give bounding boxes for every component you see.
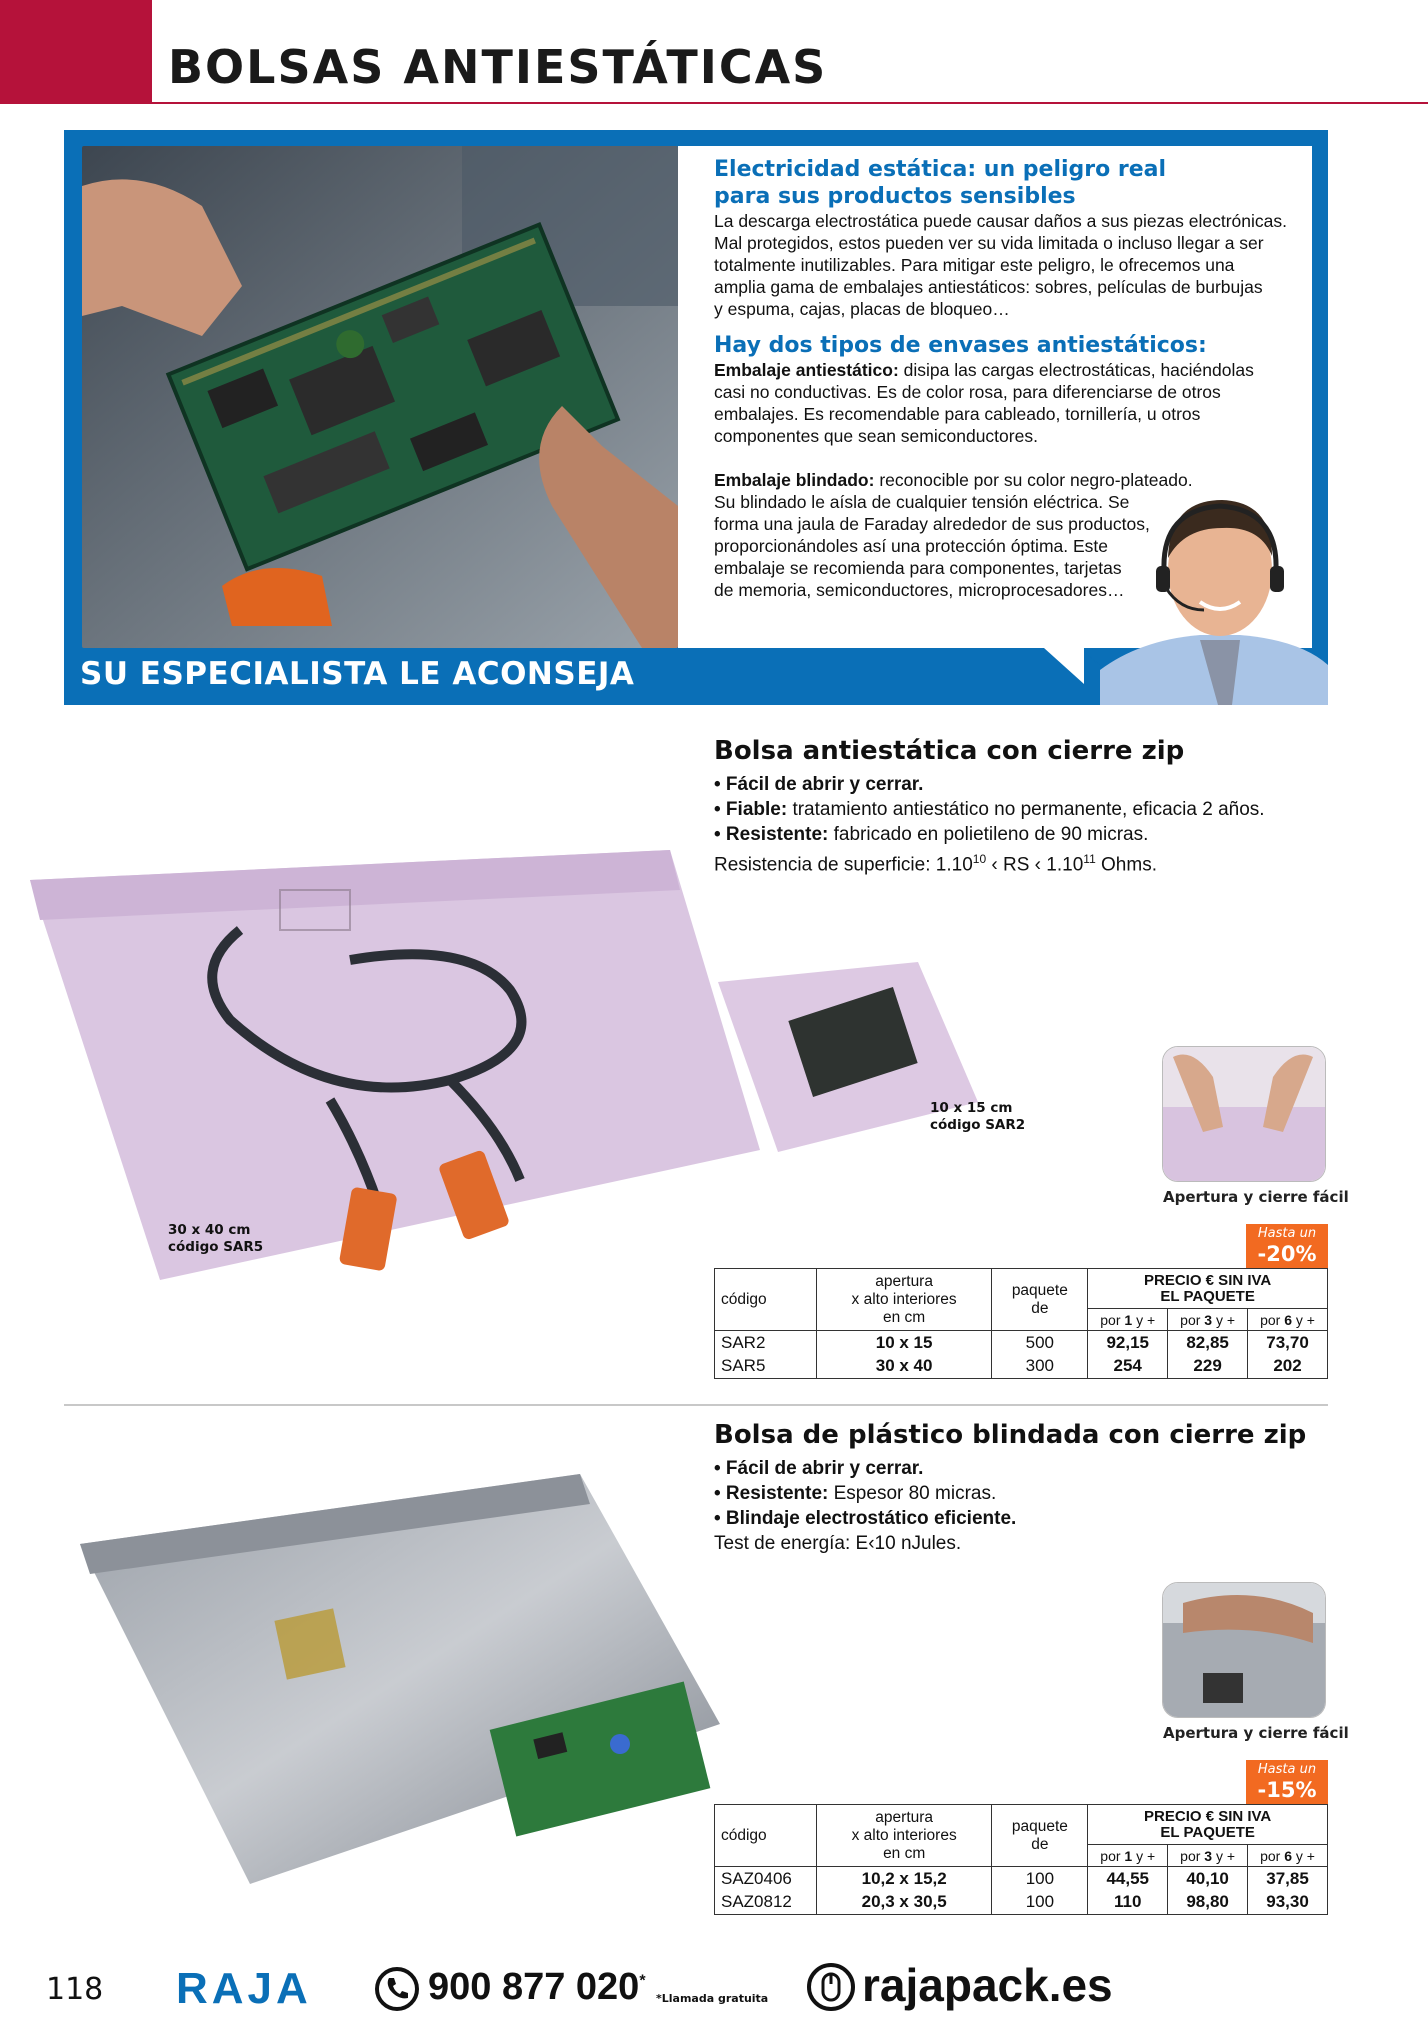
qty-tier-6 <box>1248 1309 1328 1331</box>
text: por <box>1100 1847 1125 1864</box>
qty-tier-1 <box>1088 1309 1168 1331</box>
phone-icon <box>374 1966 420 2012</box>
feature-label: • Fácil de abrir y cerrar. <box>714 774 924 795</box>
col-header-pack <box>992 1805 1088 1867</box>
row-code: SAZ0812 <box>715 1891 817 1915</box>
text: y + <box>1212 1311 1236 1328</box>
text-line: componentes que sean semiconductores. <box>714 426 1038 446</box>
header-line: EL PAQUETE <box>1160 1823 1255 1841</box>
feature-text: tratamiento antiestático no permanente, eficacia 2 años. <box>787 799 1265 820</box>
caption-line: 10 x 15 cm <box>930 1100 1013 1116</box>
product2-features <box>714 1456 1016 1556</box>
row-price-3: 82,85 <box>1168 1331 1248 1355</box>
header-line: apertura <box>875 1272 933 1290</box>
discount-value: -20% <box>1257 1242 1317 1266</box>
text: por <box>1260 1311 1285 1328</box>
specialist-banner-text: SU ESPECIALISTA LE ACONSEJA <box>80 656 635 692</box>
text-line: proporcionándoles así una protección óptima. Este <box>714 536 1108 556</box>
table-row <box>715 1891 1328 1915</box>
heading-line: para sus productos sensibles <box>714 184 1076 209</box>
text-line: forma una jaula de Faraday alrededor de sus productos, <box>714 514 1150 534</box>
row-price-3: 229 <box>1168 1355 1248 1379</box>
row-price-1: 92,15 <box>1088 1331 1168 1355</box>
qty-tier-6 <box>1248 1845 1328 1867</box>
header-line: de <box>1031 1835 1049 1853</box>
feature-text: Espesor 80 micras. <box>828 1483 997 1504</box>
specialist-heading-2: Hay dos tipos de envases antiestáticos: <box>714 333 1207 358</box>
qty: 6 <box>1284 1311 1292 1328</box>
text-line: Mal protegidos, estos pueden ver su vida limitada o incluso llegar a ser <box>714 233 1264 253</box>
section-divider <box>64 1404 1328 1406</box>
phone-number[interactable] <box>428 1966 646 2009</box>
text: y + <box>1292 1311 1315 1328</box>
phone-digits[interactable]: 900 877 020 <box>428 1966 640 2008</box>
col-header-opening <box>816 1805 992 1867</box>
shielded-label: Embalaje blindado: <box>714 470 875 490</box>
energy-test: Test de energía: E‹10 nJules. <box>714 1533 962 1554</box>
easy-open-thumb-silver <box>1162 1582 1326 1718</box>
text: y + <box>1292 1847 1315 1864</box>
row-pack: 100 <box>992 1867 1088 1891</box>
caption-line: código SAR5 <box>168 1239 264 1255</box>
row-code: SAR2 <box>715 1331 817 1355</box>
qty-tier-1 <box>1088 1845 1168 1867</box>
qty-tier-3 <box>1168 1845 1248 1867</box>
easy-open-thumb-pink <box>1162 1046 1326 1182</box>
row-size: 10,2 x 15,2 <box>816 1867 992 1891</box>
col-header-pack <box>992 1269 1088 1331</box>
website-link[interactable]: rajapack.es <box>862 1959 1113 2011</box>
row-size: 30 x 40 <box>816 1355 992 1379</box>
text: Resistencia de superficie: 1.10 <box>714 854 973 876</box>
specialist-portrait <box>1100 470 1328 705</box>
row-pack: 100 <box>992 1891 1088 1915</box>
text: por <box>1100 1311 1125 1328</box>
text-line: disipa las cargas electrostáticas, haciéndolas <box>898 360 1254 380</box>
antistatic-description <box>714 359 1312 447</box>
text: ‹ RS ‹ 1.10 <box>986 854 1084 876</box>
table-row <box>715 1867 1328 1891</box>
discount-badge <box>1246 1224 1328 1268</box>
text-line: La descarga electrostática puede causar daños a sus piezas electrónicas. <box>714 211 1287 231</box>
text-line: Su blindado le aísla de cualquier tensión eléctrica. Se <box>714 492 1130 512</box>
feature-label: • Blindaje electrostático eficiente. <box>714 1508 1017 1529</box>
product2-title: Bolsa de plástico blindada con cierre zip <box>714 1420 1307 1450</box>
caption-line: 30 x 40 cm <box>168 1222 251 1238</box>
header-line: x alto interiores <box>851 1826 957 1844</box>
discount-label: Hasta un <box>1257 1226 1317 1241</box>
text: y + <box>1212 1847 1236 1864</box>
qty-tier-3 <box>1168 1309 1248 1331</box>
heading-line: Electricidad estática: un peligro real <box>714 157 1167 182</box>
feature-label: • Fácil de abrir y cerrar. <box>714 1458 924 1479</box>
row-pack: 300 <box>992 1355 1088 1379</box>
header-line: paquete <box>1011 1817 1068 1835</box>
exponent: 11 <box>1083 852 1096 866</box>
table-row <box>715 1331 1328 1355</box>
table-row <box>715 1355 1328 1379</box>
phone-asterisk: * <box>639 1972 646 1990</box>
row-price-3: 98,80 <box>1168 1891 1248 1915</box>
discount-value: -15% <box>1257 1778 1317 1802</box>
row-price-1: 44,55 <box>1088 1867 1168 1891</box>
text-line: embalajes. Es recomendable para cableado, tornillería, u otros <box>714 404 1201 424</box>
row-pack: 500 <box>992 1331 1088 1355</box>
shielded-bag-image <box>80 1474 720 1884</box>
thumb-caption: Apertura y cierre fácil <box>1163 1724 1349 1742</box>
page-title: BOLSAS ANTIESTÁTICAS <box>168 40 828 94</box>
header-line: paquete <box>1011 1281 1068 1299</box>
caption-line: código SAR2 <box>930 1117 1026 1133</box>
text: y + <box>1132 1847 1156 1864</box>
qty: 3 <box>1204 1847 1213 1864</box>
row-price-1: 254 <box>1088 1355 1168 1379</box>
header-line: PRECIO € SIN IVA <box>1144 1807 1272 1825</box>
header-line: de <box>1031 1299 1049 1317</box>
text: Ohms. <box>1095 854 1157 876</box>
text: y + <box>1132 1311 1156 1328</box>
row-price-6: 73,70 <box>1248 1331 1328 1355</box>
small-bag-caption <box>930 1100 1025 1134</box>
row-price-1: 110 <box>1088 1891 1168 1915</box>
text: por <box>1180 1311 1205 1328</box>
text-line: casi no conductivas. Es de color rosa, para diferenciarse de otros <box>714 382 1221 402</box>
specialist-intro <box>714 210 1312 320</box>
row-code: SAZ0406 <box>715 1867 817 1891</box>
col-header-price <box>1088 1269 1328 1309</box>
phone-note: *Llamada gratuita <box>656 1992 769 2005</box>
header-line: en cm <box>883 1844 926 1862</box>
exponent: 10 <box>972 852 987 866</box>
row-price-6: 202 <box>1248 1355 1328 1379</box>
row-size: 20,3 x 30,5 <box>816 1891 992 1915</box>
header-line: en cm <box>882 1308 926 1326</box>
circuit-board-photo <box>82 146 678 648</box>
header-line: EL PAQUETE <box>1160 1287 1255 1305</box>
col-header-code: código <box>715 1269 817 1331</box>
qty: 3 <box>1204 1311 1213 1328</box>
qty: 1 <box>1124 1311 1133 1328</box>
text-line: reconocible por su color negro-plateado. <box>874 470 1193 490</box>
thumb-caption: Apertura y cierre fácil <box>1163 1188 1349 1206</box>
text-line: totalmente inutilizables. Para mitigar este peligro, le ofrecemos una <box>714 255 1235 275</box>
product1-title: Bolsa antiestática con cierre zip <box>714 736 1185 766</box>
large-bag-caption <box>168 1222 263 1256</box>
text: por <box>1260 1847 1285 1864</box>
header-color-tab <box>0 0 152 104</box>
surface-resistance <box>714 847 1265 877</box>
feature-label: • Resistente: <box>714 1483 829 1504</box>
qty: 1 <box>1124 1847 1133 1864</box>
discount-badge <box>1246 1760 1328 1804</box>
text-line: de memoria, semiconductores, microprocesadores… <box>714 580 1125 600</box>
feature-text: fabricado en polietileno de 90 micras. <box>828 824 1149 845</box>
row-size: 10 x 15 <box>816 1331 992 1355</box>
raja-logo: RAJA <box>176 1964 312 2013</box>
header-line: x alto interiores <box>851 1290 957 1308</box>
col-header-code: código <box>715 1805 817 1867</box>
text-line: amplia gama de embalajes antiestáticos: sobres, películas de burbujas <box>714 277 1263 297</box>
product1-price-table <box>714 1268 1328 1379</box>
feature-label: • Fiable: <box>714 799 788 820</box>
header-rule <box>152 102 1428 104</box>
row-price-6: 93,30 <box>1248 1891 1328 1915</box>
row-code: SAR5 <box>715 1355 817 1379</box>
feature-label: • Resistente: <box>714 824 829 845</box>
col-header-price <box>1088 1805 1328 1845</box>
product1-features <box>714 772 1265 877</box>
antistatic-label: Embalaje antiestático: <box>714 360 899 380</box>
text-line: y espuma, cajas, placas de bloqueo… <box>714 299 1010 319</box>
row-price-3: 40,10 <box>1168 1867 1248 1891</box>
product2-price-table <box>714 1804 1328 1915</box>
header-line: apertura <box>875 1808 934 1826</box>
mouse-icon <box>806 1962 856 2012</box>
discount-label: Hasta un <box>1257 1762 1317 1777</box>
qty: 6 <box>1284 1847 1292 1864</box>
pink-bag-large-image <box>30 850 760 1280</box>
row-price-6: 37,85 <box>1248 1867 1328 1891</box>
page-number: 118 <box>46 1972 104 2007</box>
col-header-opening <box>816 1269 992 1331</box>
text: por <box>1180 1847 1205 1864</box>
text-line: embalaje se recomienda para componentes, tarjetas <box>714 558 1122 578</box>
specialist-heading-1 <box>714 156 1312 210</box>
header-line: PRECIO € SIN IVA <box>1144 1271 1272 1289</box>
